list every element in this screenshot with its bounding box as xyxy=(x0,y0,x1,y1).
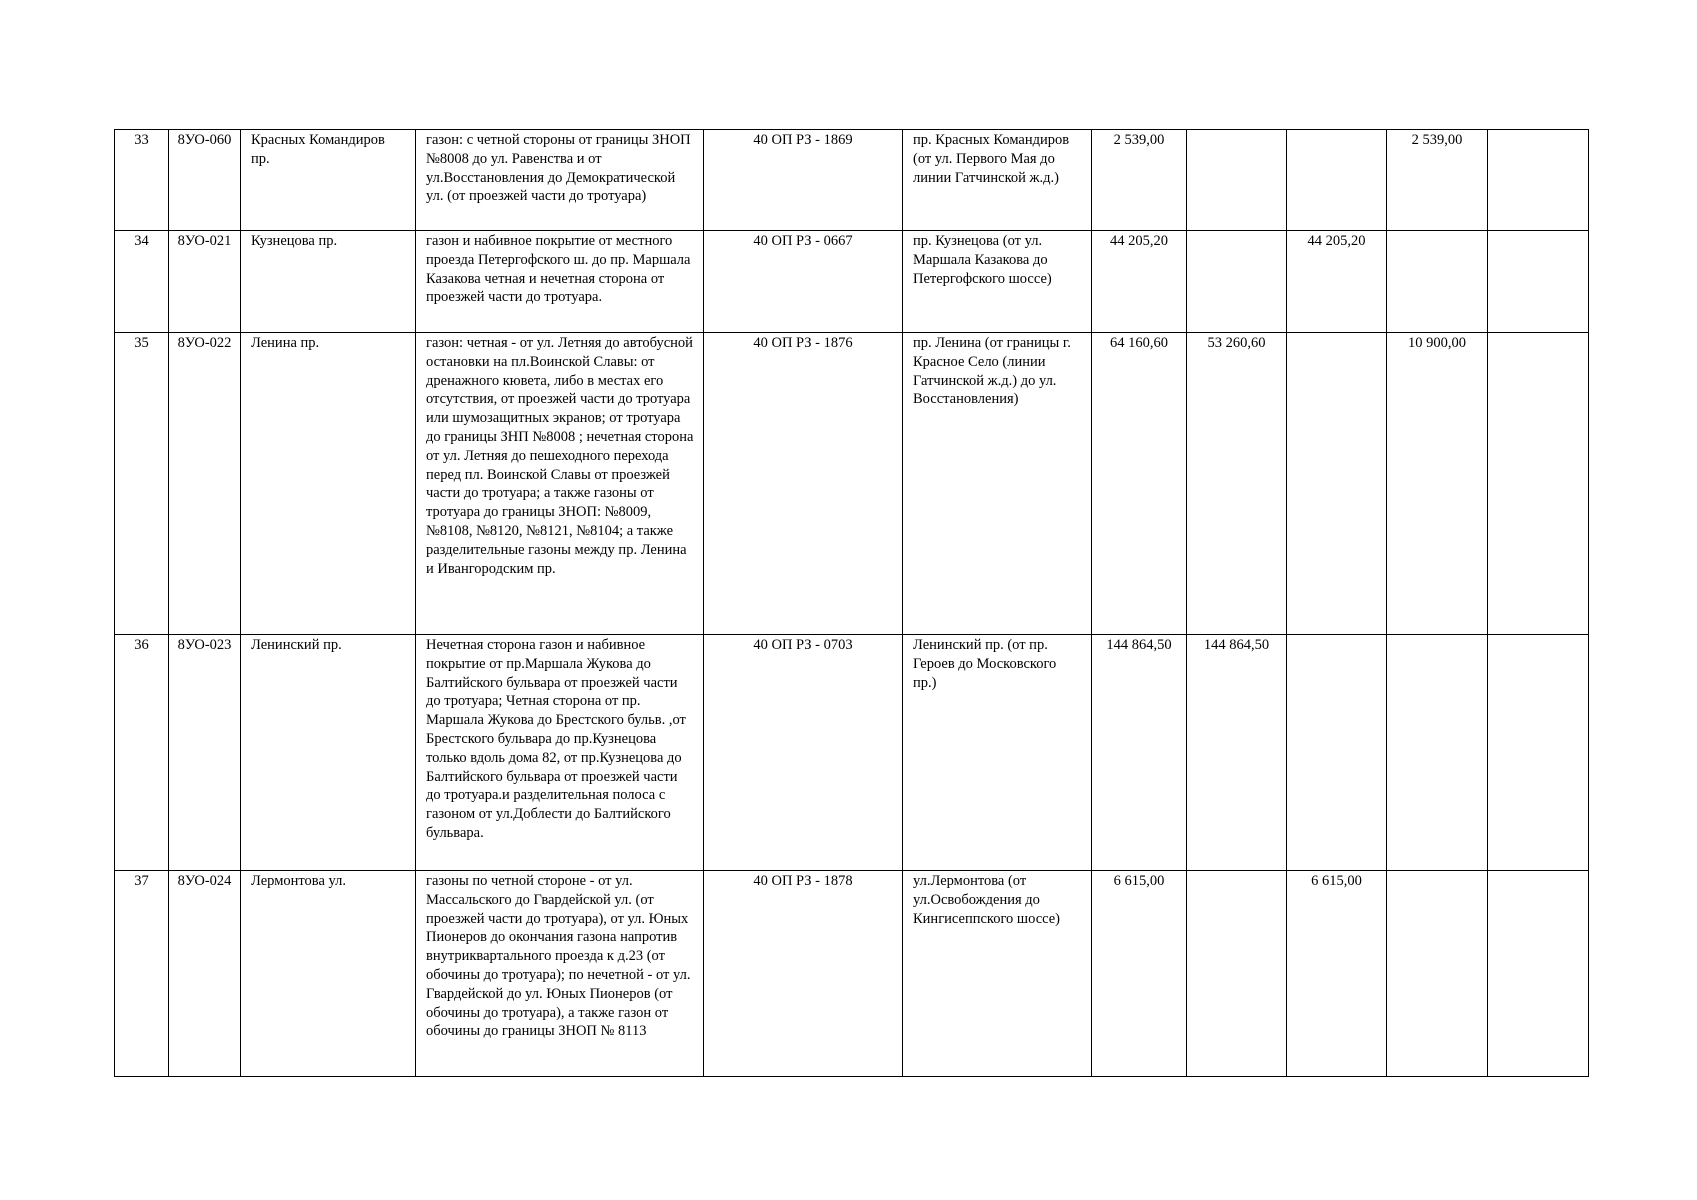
work-description-cell: газон: четная - от ул. Летняя до автобусной остановки на пл.Воинской Славы: от дренажного кювета, либо в местах его отсутствия, от проезжей части до тротуара или шумозащитных экранов; от тротуара до границы ЗНП №8008 ; нечетная сторона от ул. Летняя до пешеходного перехода перед пл. Воинской Славы от проезжей части до тротуара; а также газоны от тротуара до границы ЗНОП: №8009, №8108, №8120, №8121, №8104; а также разделительные газоны между пр. Ленина и Ивангородским пр. xyxy=(416,333,704,635)
street-name-cell: Ленина пр. xyxy=(241,333,416,635)
row-number-cell: 34 xyxy=(115,231,169,333)
table-row xyxy=(115,871,1589,1077)
work-description-cell: газоны по четной стороне - от ул. Массальского до Гвардейской ул. (от проезжей части до тротуара), от ул. Юных Пионеров до окончания газона напротив внутриквартального проезда к д.23 (от обочины до тротуара); по нечетной - от ул. Гвардейской до ул. Юных Пионеров (от обочины до тротуара), а также газон от обочины до границы ЗНОП № 8113 xyxy=(416,871,704,1077)
road-segment-cell: Ленинский пр. (от пр. Героев до Московского пр.) xyxy=(903,635,1092,871)
area-value-3-cell xyxy=(1387,871,1488,1077)
area-value-1-cell: 144 864,50 xyxy=(1187,635,1287,871)
area-value-4-cell xyxy=(1488,231,1589,333)
row-number-cell: 36 xyxy=(115,635,169,871)
street-name-cell: Кузнецова пр. xyxy=(241,231,416,333)
work-description-cell: газон и набивное покрытие от местного проезда Петергофского ш. до пр. Маршала Казакова четная и нечетная сторона от проезжей части до тротуара. xyxy=(416,231,704,333)
area-value-2-cell: 44 205,20 xyxy=(1287,231,1387,333)
object-code-cell: 8УО-024 xyxy=(169,871,241,1077)
area-value-1-cell xyxy=(1187,871,1287,1077)
area-value-2-cell: 6 615,00 xyxy=(1287,871,1387,1077)
object-code-cell: 8УО-021 xyxy=(169,231,241,333)
road-segment-cell: ул.Лермонтова (от ул.Освобождения до Кингисеппского шоссе) xyxy=(903,871,1092,1077)
table-row xyxy=(115,231,1589,333)
area-value-4-cell xyxy=(1488,333,1589,635)
area-value-3-cell xyxy=(1387,231,1488,333)
street-name-cell: Ленинский пр. xyxy=(241,635,416,871)
row-number-cell: 33 xyxy=(115,130,169,231)
area-value-3-cell xyxy=(1387,635,1488,871)
area-value-3-cell: 10 900,00 xyxy=(1387,333,1488,635)
work-description-cell: Нечетная сторона газон и набивное покрытие от пр.Маршала Жукова до Балтийского бульвара от проезжей части до тротуара; Четная сторона от пр. Маршала Жукова до Брестского бульв. ,от Брестского бульвара до пр.Кузнецова только вдоль дома 82, от пр.Кузнецова до Балтийского бульвара от проезжей части до тротуара.и разделительная полоса с газоном от ул.Доблести до Балтийского бульвара. xyxy=(416,635,704,871)
road-segment-cell: пр. Красных Командиров (от ул. Первого Мая до линии Гатчинской ж.д.) xyxy=(903,130,1092,231)
area-value-4-cell xyxy=(1488,871,1589,1077)
road-id-cell: 40 ОП РЗ - 1878 xyxy=(704,871,903,1077)
area-value-3-cell: 2 539,00 xyxy=(1387,130,1488,231)
table-row xyxy=(115,635,1589,871)
road-id-cell: 40 ОП РЗ - 0667 xyxy=(704,231,903,333)
area-value-1-cell: 53 260,60 xyxy=(1187,333,1287,635)
table-row xyxy=(115,333,1589,635)
object-code-cell: 8УО-060 xyxy=(169,130,241,231)
table-row xyxy=(115,130,1589,231)
total-area-cell: 64 160,60 xyxy=(1092,333,1187,635)
total-area-cell: 6 615,00 xyxy=(1092,871,1187,1077)
total-area-cell: 2 539,00 xyxy=(1092,130,1187,231)
area-value-1-cell xyxy=(1187,130,1287,231)
area-value-1-cell xyxy=(1187,231,1287,333)
total-area-cell: 144 864,50 xyxy=(1092,635,1187,871)
object-code-cell: 8УО-022 xyxy=(169,333,241,635)
area-value-2-cell xyxy=(1287,635,1387,871)
road-id-cell: 40 ОП РЗ - 1869 xyxy=(704,130,903,231)
road-id-cell: 40 ОП РЗ - 0703 xyxy=(704,635,903,871)
object-code-cell: 8УО-023 xyxy=(169,635,241,871)
area-value-4-cell xyxy=(1488,130,1589,231)
road-maintenance-table xyxy=(114,129,1589,1077)
total-area-cell: 44 205,20 xyxy=(1092,231,1187,333)
road-segment-cell: пр. Ленина (от границы г. Красное Село (линии Гатчинской ж.д.) до ул. Восстановления) xyxy=(903,333,1092,635)
road-segment-cell: пр. Кузнецова (от ул. Маршала Казакова до Петергофского шоссе) xyxy=(903,231,1092,333)
work-description-cell: газон: с четной стороны от границы ЗНОП №8008 до ул. Равенства и от ул.Восстановления до Демократической ул. (от проезжей части до тротуара) xyxy=(416,130,704,231)
area-value-2-cell xyxy=(1287,130,1387,231)
row-number-cell: 35 xyxy=(115,333,169,635)
row-number-cell: 37 xyxy=(115,871,169,1077)
street-name-cell: Красных Командиров пр. xyxy=(241,130,416,231)
road-id-cell: 40 ОП РЗ - 1876 xyxy=(704,333,903,635)
area-value-2-cell xyxy=(1287,333,1387,635)
street-name-cell: Лермонтова ул. xyxy=(241,871,416,1077)
area-value-4-cell xyxy=(1488,635,1589,871)
table-body xyxy=(115,130,1589,1077)
